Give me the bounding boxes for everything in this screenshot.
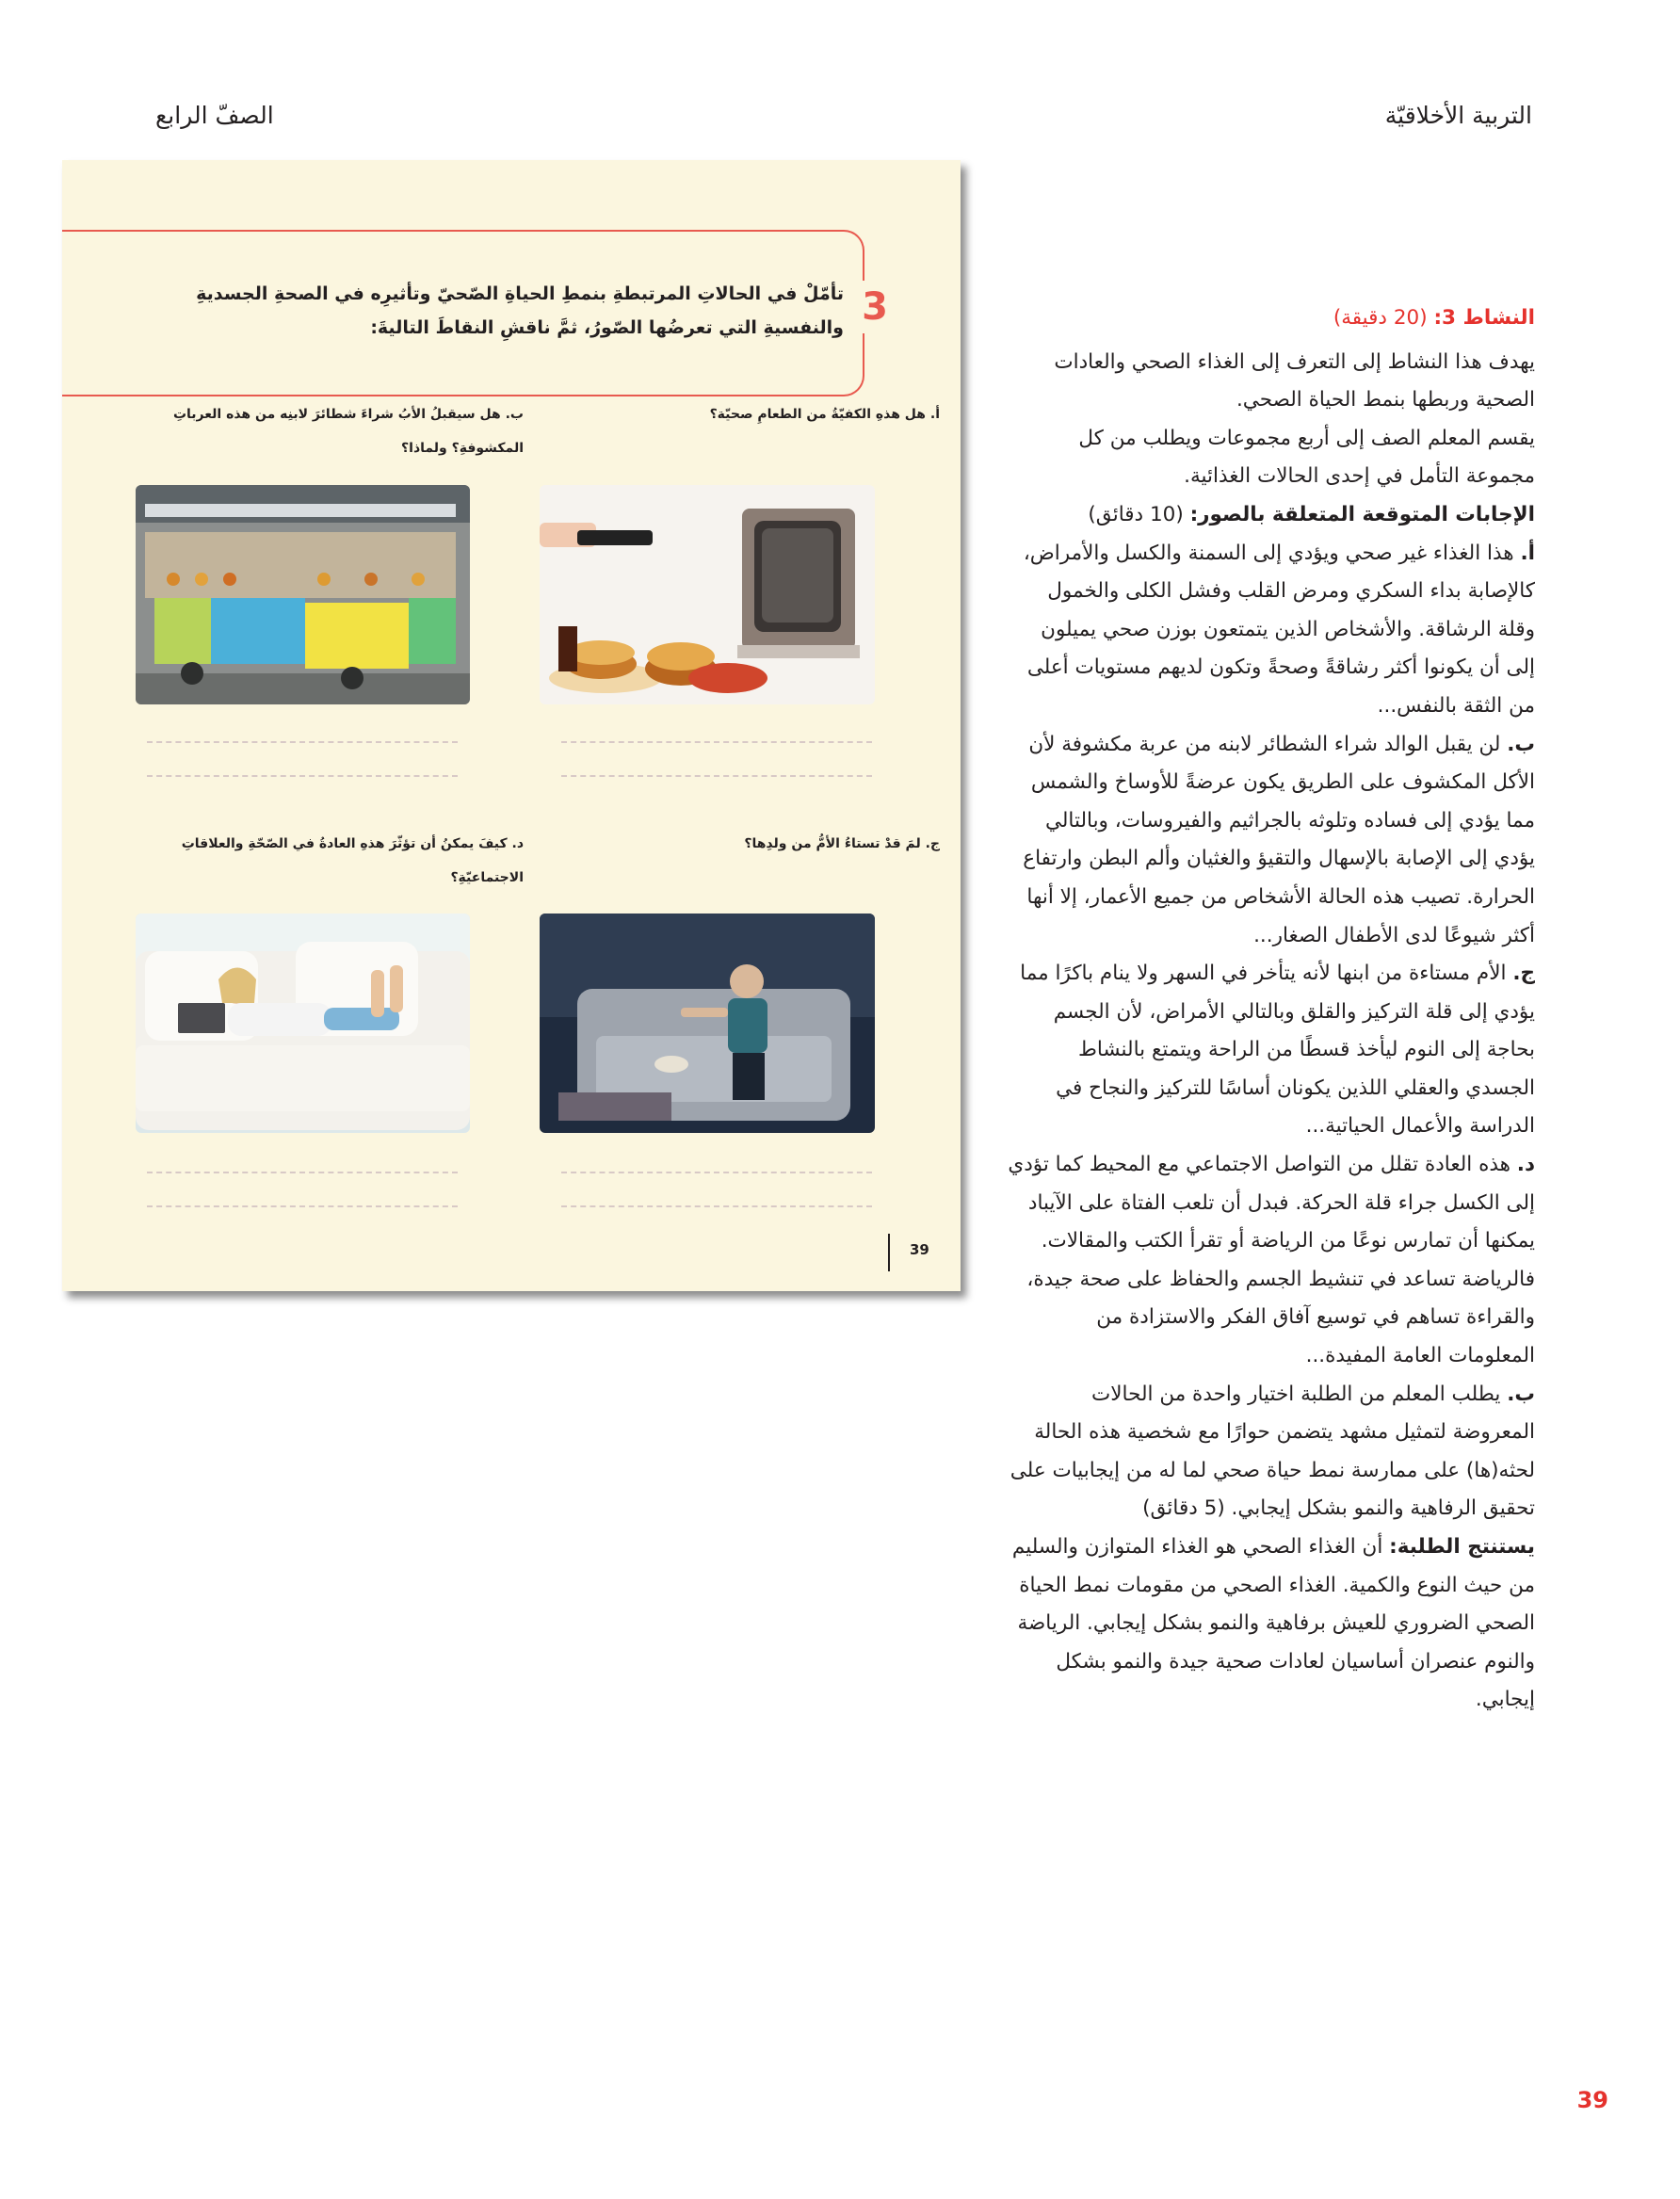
running-header-subject: التربية الأخلاقيّة	[1384, 102, 1532, 129]
conclusion-label: يستنتج الطلبة:	[1389, 1535, 1535, 1559]
question-item-b: ب. هل سيقبلُ الأبُ شراءَ شطائرَ لابنِه من هذه العرباتِ المكشوفةِ؟ ولماذا؟	[172, 407, 524, 456]
answer-b-label: ب.	[1507, 732, 1535, 756]
activity-title: النشاط 3:	[1433, 306, 1535, 330]
step-b-text: يطلب المعلم من الطلبة اختيار واحدة من الحالات المعروضة لتمثيل مشهد يتضمن حوارًا مع شخصية هذه الحالة لحثه(ها) على ممارسة نمط حياة صحي لما له من إيجابيات على تحقيق الرفاهية والنمو بشكل إيجابي. (5 دقائق)	[1010, 1382, 1535, 1521]
answer-c	[1006, 955, 1535, 1146]
answer-d	[1006, 1146, 1535, 1376]
question-item-d: د. كيفَ يمكنُ أن تؤثّرَ هذهِ العادةُ في الصّحّةِ والعلاقاتِ الاجتماعيّةِ؟	[181, 836, 524, 885]
street-food-carts-photo	[136, 485, 470, 704]
answer-a-text: هذا الغذاء غير صحي ويؤدي إلى السمنة والكسل والأمراض، كالإصابة بداء السكري ومرض القلب وفشل الكلى والخمول وقلة الرشاقة. والأشخاص الذين يتمتعون بوزن صحي يميلون إلى أن يكونوا أكثر رشاقةً وصحةً وتكون لديهم مستويات أعلى من الثقة بالنفس...	[1023, 541, 1535, 718]
girl-laptop-sofa-photo	[136, 914, 470, 1133]
tv-fast-food-photo	[540, 485, 875, 704]
answer-d-label: د.	[1516, 1153, 1535, 1177]
question-item-a: أ. هل هذهِ الكفيّةُ من الطعامِ صحيّة؟	[709, 407, 940, 422]
answer-a-label: أ.	[1520, 541, 1535, 565]
answer-c-label: ج.	[1512, 962, 1535, 986]
answer-line	[561, 1205, 872, 1207]
answer-line	[147, 775, 458, 777]
answer-d-text: هذه العادة تقلل من التواصل الاجتماعي مع المحيط كما تؤدي إلى الكسل جراء قلة الحركة. فبدل أن تلعب الفتاة على الآيباد يمكنها أن تمارس نوعًا من الرياضة أو تقرأ الكتب والمقالات. فالرياضة تساعد في تنشيط الجسم والحفاظ على صحة جيدة، والقراءة تساهم في توسيع آفاق الفكر والاستزادة من المعلومات العامة المفيدة...	[1008, 1153, 1535, 1368]
boy-watching-tv-night-photo	[540, 914, 875, 1133]
intro-paragraph-1: يهدف هذا النشاط إلى التعرف إلى الغذاء الصحي والعادات الصحية وربطها بنمط الحياة الصحي.	[1054, 349, 1535, 412]
step-b	[1006, 1376, 1535, 1528]
answer-a	[1006, 535, 1535, 726]
answer-line	[147, 1205, 458, 1207]
answers-title: الإجابات المتوقعة المتعلقة بالصور:	[1189, 502, 1535, 526]
activity-time: (20 دقيقة)	[1333, 306, 1434, 330]
answer-line	[561, 1172, 872, 1173]
question-item-c: ج. لمَ قدْ تستاءُ الأمُّ من ولدِها؟	[744, 836, 940, 851]
answers-time: (10 دقائق)	[1088, 502, 1190, 526]
intro-paragraph-2: يقسم المعلم الصف إلى أربع مجموعات ويطلب من كل مجموعة التأمل في إحدى الحالات الغذائية.	[1078, 426, 1535, 489]
student-page-thumbnail	[62, 160, 961, 1291]
answer-b-text: لن يقبل الوالد شراء الشطائر لابنه من عربة مكشوفة لأن الأكل المكشوف على الطريق يكون عرضةً للأوساخ والشمس مما يؤدي إلى فساده وتلوثه بالجراثيم والفيروسات، وبالتالي يؤدي إلى الإصابة بالإسهال والتقيؤ والغثيان وألم البطن وارتفاع الحرارة. تصيب هذه الحالة الأشخاص من جميع الأعمار، إلا أنها أكثر شيوعًا لدى الأطفال الصغار...	[1023, 732, 1535, 947]
student-page-number: 39	[910, 1241, 929, 1258]
page-number: 39	[1576, 2087, 1608, 2113]
answer-c-text: الأم مستاءة من ابنها لأنه يتأخر في السهر ولا ينام باكرًا مما يؤدي إلى قلة التركيز والقلق وبالتالي الأمراض، لأن الجسم بحاجة إلى النوم ليأخذ قسطًا من الراحة ويتمتع بالنشاط الجسدي والعقلي اللذين يكونان أساسًا للتركيز والنجاح في الدراسة والأعمال الحياتية...	[1020, 962, 1535, 1139]
page-number-divider	[888, 1234, 890, 1271]
answer-line	[561, 741, 872, 743]
conclusion	[1006, 1528, 1535, 1720]
teacher-guide-text	[1006, 299, 1535, 1720]
step-b-label: ب.	[1507, 1382, 1535, 1406]
conclusion-text: أن الغذاء الصحي هو الغذاء المتوازن والسليم من حيث النوع والكمية. الغذاء الصحي من مقومات نمط الحياة الصحي الضروري للعيش برفاهية والنمو بشكل إيجابي. الرياضة والنوم عنصران أساسيان لعادات صحية جيدة والنمو بشكل إيجابي.	[1011, 1535, 1535, 1712]
answer-b	[1006, 726, 1535, 956]
answer-line	[147, 1172, 458, 1173]
running-header-grade: الصفّ الرابع	[155, 102, 274, 129]
answer-line	[561, 775, 872, 777]
question-text: تأمّلْ في الحالاتِ المرتبطةِ بنمطِ الحياةِ الصّحيّ وتأثيرِه في الصحةِ الجسديةِ والنفسيةِ التي تعرضُها الصّورُ، ثمَّ ناقشِ النقاطَ التاليةَ:	[196, 283, 844, 338]
activity-heading	[1006, 299, 1535, 338]
answers-heading	[1006, 496, 1535, 535]
answer-line	[147, 741, 458, 743]
question-number: 3	[851, 281, 898, 333]
